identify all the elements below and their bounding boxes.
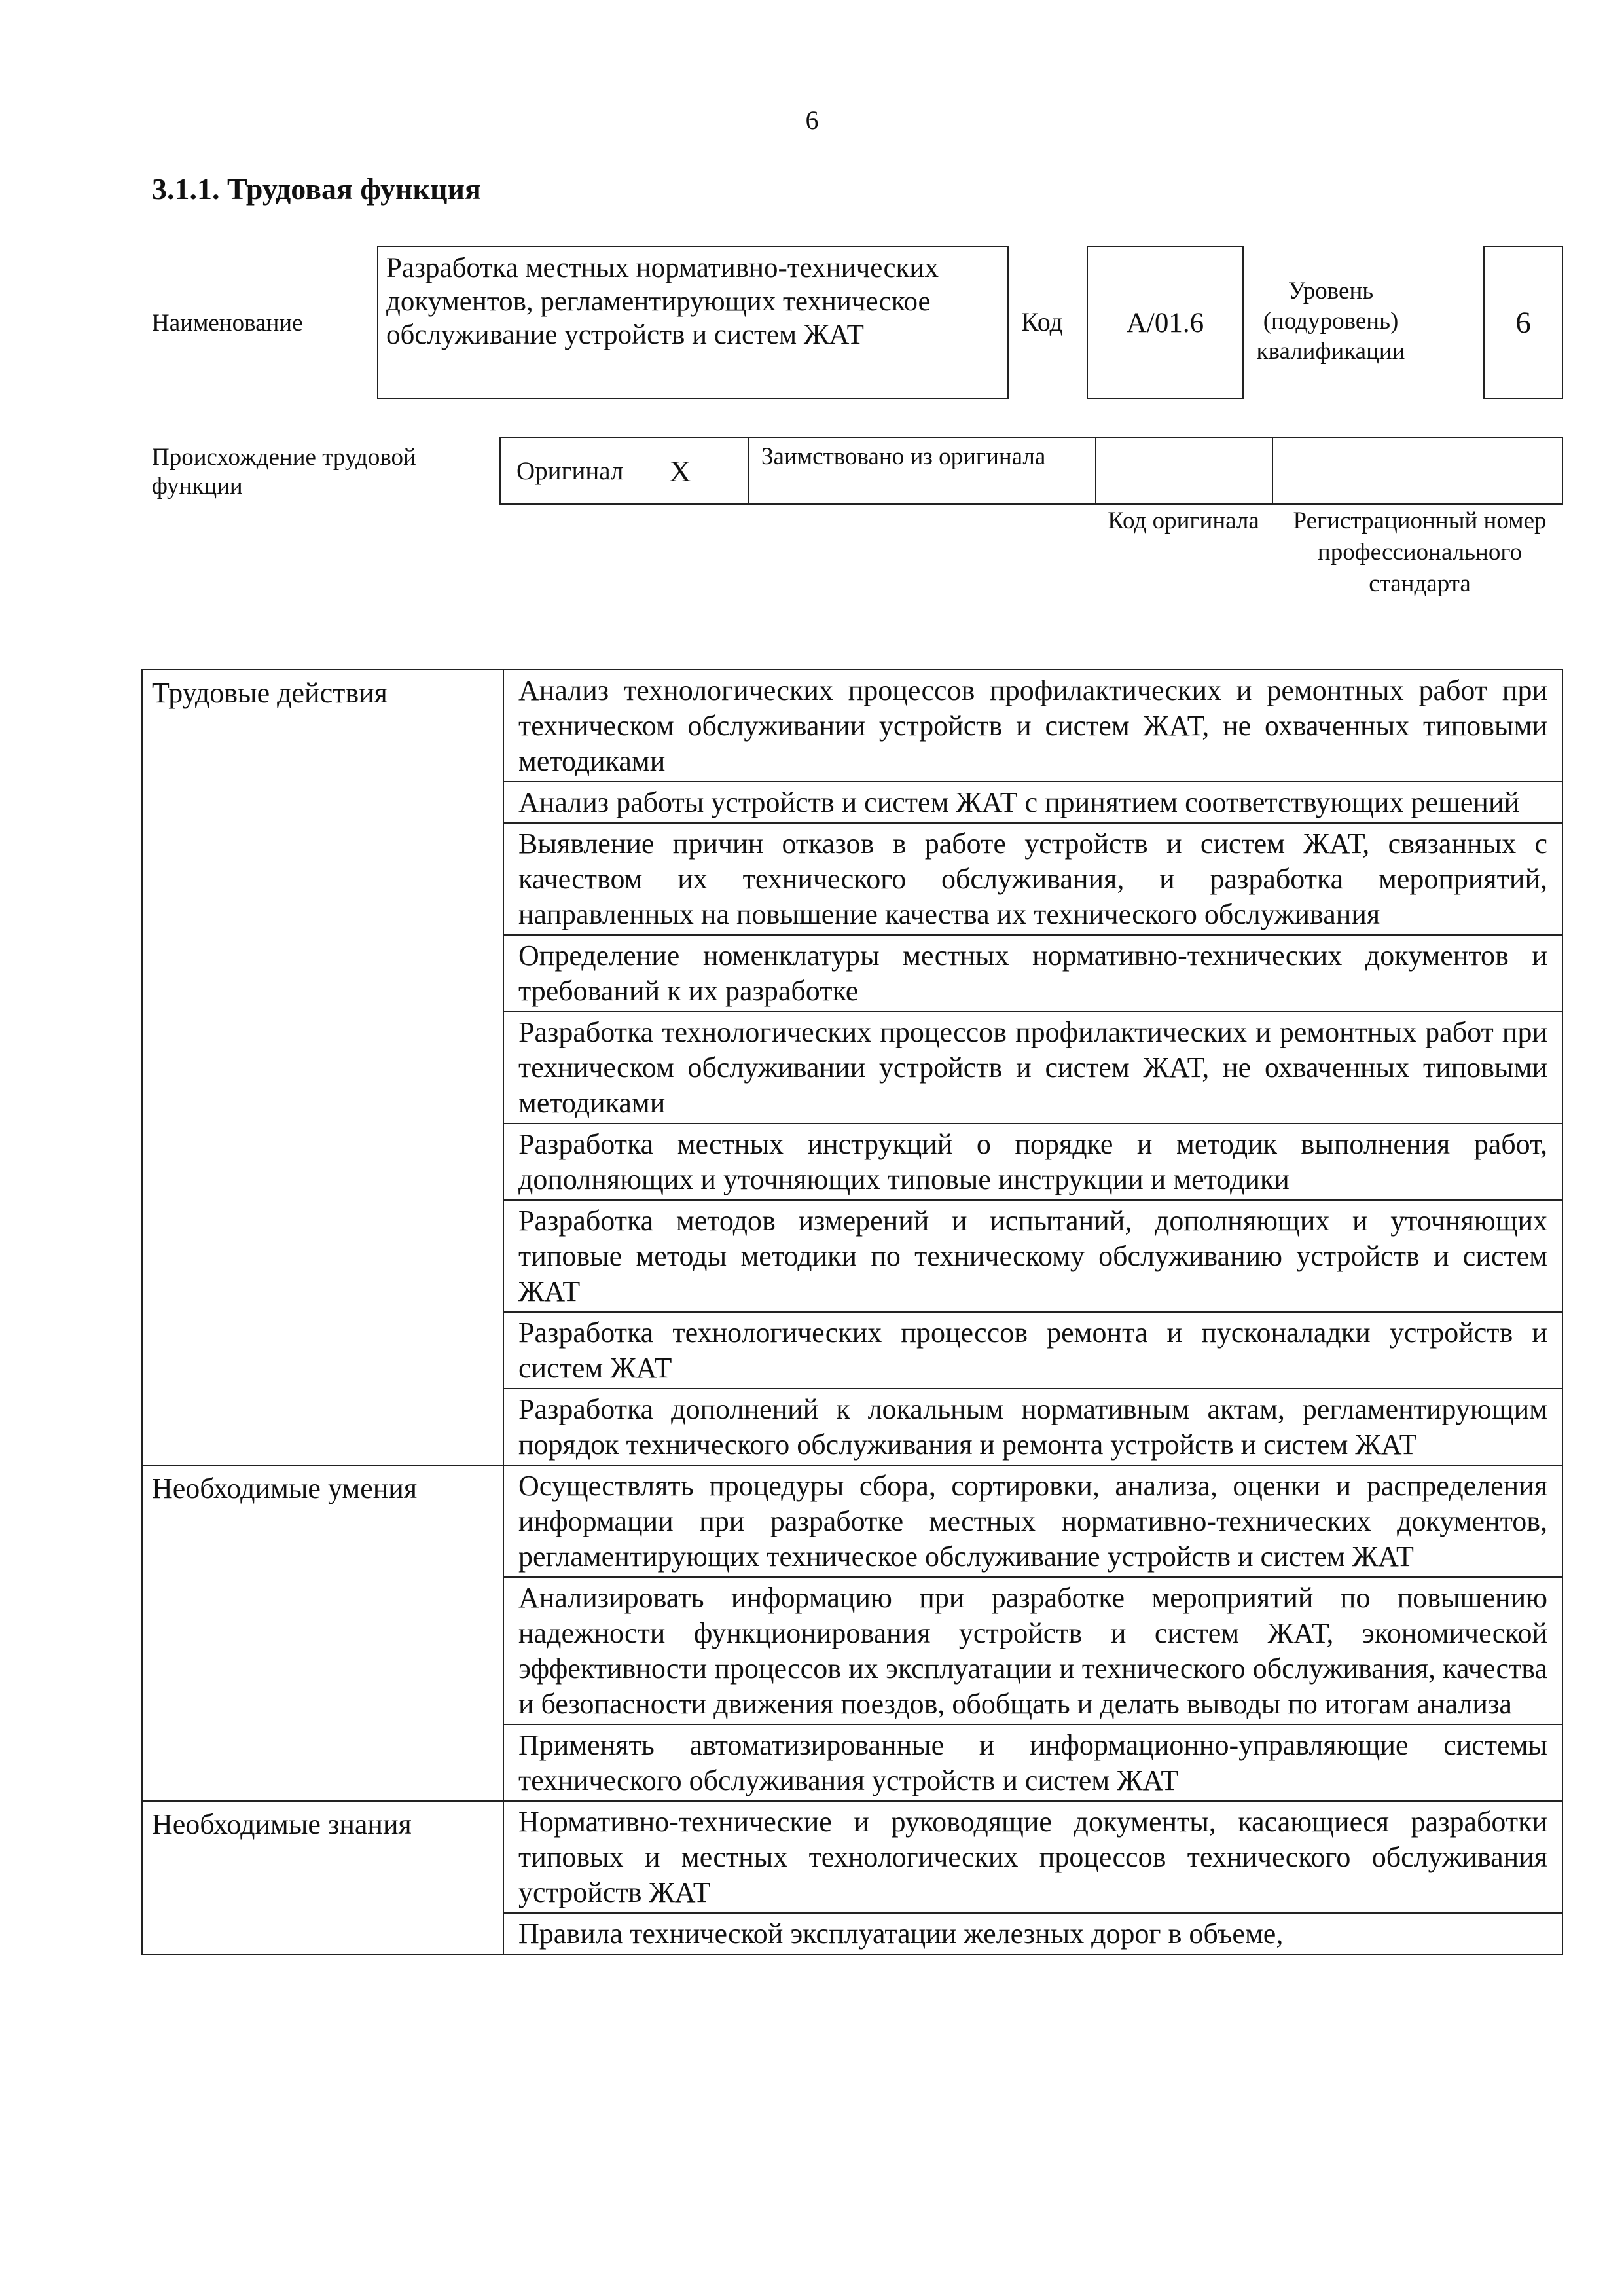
table-cell: Определение номенклатуры местных нормативно-технических документов и требований к их разработке <box>503 935 1562 1011</box>
table-cell: Разработка технологических процессов ремонта и пусконаладки устройств и систем ЖАТ <box>503 1312 1562 1389</box>
reg-caption: Регистрационный номер профессионального стандарта <box>1293 507 1547 597</box>
reg-number-cell <box>1273 438 1562 503</box>
original-mark: X <box>669 454 691 488</box>
origin-label: Происхождение трудовой функции <box>152 444 416 500</box>
function-table <box>141 669 1563 1955</box>
table-cell: Осуществлять процедуры сбора, сортировки, анализа, оценки и распределения информации при разработке местных нормативно-технических документов, регламентирующих техническое обслуживание устройств и систем ЖАТ <box>503 1465 1562 1577</box>
table-cell: Анализ технологических процессов профилактических и ремонтных работ при техническом обслуживании устройств и систем ЖАТ, не охваченных типовыми методиками <box>503 670 1562 782</box>
code-value: А/01.6 <box>1087 246 1244 399</box>
code-caption: Код оригинала <box>1108 507 1259 534</box>
function-name: Разработка местных нормативно-технических документов, регламентирующих техническое обслуживание устройств и систем ЖАТ <box>377 246 1009 399</box>
table-cell: Разработка методов измерений и испытаний, дополняющих и уточняющих типовые методы методики по техническому обслуживанию устройств и систем ЖАТ <box>503 1200 1562 1312</box>
category-labor-actions: Трудовые действия <box>142 670 503 1465</box>
table-cell: Разработка дополнений к локальным нормативным актам, регламентирующим порядок технического обслуживания и ремонта устройств и систем ЖАТ <box>503 1389 1562 1465</box>
section-title: 3.1.1. Трудовая функция <box>152 172 481 206</box>
level-label: Уровень (подуровень) квалификации <box>1256 278 1405 365</box>
code-label: Код <box>1021 307 1063 337</box>
original-code-cell <box>1096 438 1273 503</box>
category-skills: Необходимые умения <box>142 1465 503 1801</box>
table-cell: Разработка технологических процессов профилактических и ремонтных работ при техническом обслуживании устройств и систем ЖАТ, не охваченных типовыми методиками <box>503 1011 1562 1123</box>
table-cell: Анализировать информацию при разработке мероприятий по повышению надежности функционирования устройств и систем ЖАТ, экономической эффективности процессов их эксплуатации и технического обслуживания, качества и безопасности движения поездов, обобщать и делать выводы по итогам анализа <box>503 1577 1562 1724</box>
table-cell: Применять автоматизированные и информационно-управляющие системы технического обслуживания устройств и систем ЖАТ <box>503 1724 1562 1801</box>
origin-original-cell <box>501 438 749 503</box>
name-label: Наименование <box>152 310 303 337</box>
level-value: 6 <box>1483 246 1563 399</box>
table-row <box>142 1801 1562 1913</box>
table-cell: Разработка местных инструкций о порядке и методик выполнения работ, дополняющих и уточняющих типовые инструкции и методики <box>503 1123 1562 1200</box>
original-label: Оригинал <box>516 456 624 485</box>
table-row <box>142 670 1562 782</box>
table-cell: Правила технической эксплуатации железных дорог в объеме, <box>503 1913 1562 1954</box>
category-knowledge: Необходимые знания <box>142 1801 503 1954</box>
table-row <box>142 1465 1562 1577</box>
borrowed-label: Заимствовано из оригинала <box>749 438 1096 503</box>
table-cell: Нормативно-технические и руководящие документы, касающиеся разработки типовых и местных технологических процессов технического обслуживания устройств ЖАТ <box>503 1801 1562 1913</box>
table-cell: Выявление причин отказов в работе устройств и систем ЖАТ, связанных с качеством их технического обслуживания, и разработка мероприятий, направленных на повышение качества их технического обслуживания <box>503 823 1562 935</box>
page-number: 6 <box>805 105 819 135</box>
table-cell: Анализ работы устройств и систем ЖАТ с принятием соответствующих решений <box>503 782 1562 823</box>
origin-table <box>499 437 1563 505</box>
